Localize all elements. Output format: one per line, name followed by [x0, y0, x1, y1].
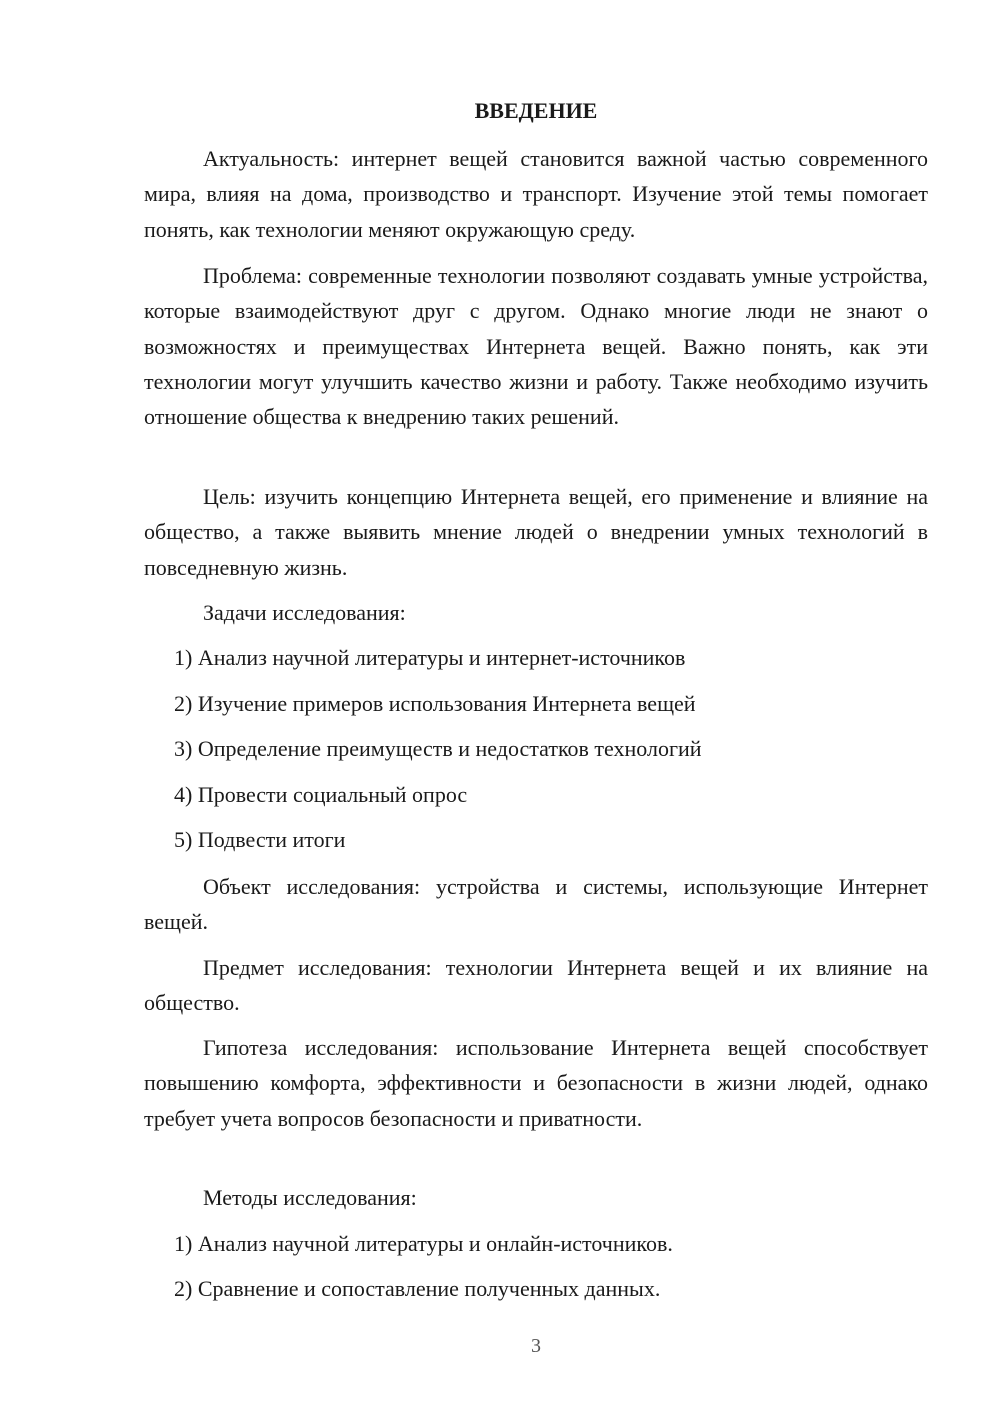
- method-item: 2) Сравнение и сопоставление полученных данных.: [174, 1276, 661, 1301]
- task-item: 4) Провести социальный опрос: [174, 782, 468, 807]
- task-item: 1) Анализ научной литературы и интернет-источников: [174, 645, 686, 670]
- methods-heading: Методы исследования:: [203, 1185, 417, 1210]
- task-item: 3) Определение преимуществ и недостатков технологий: [174, 736, 702, 761]
- tasks-heading: Задачи исследования:: [203, 600, 406, 625]
- page-number: 3: [531, 1335, 541, 1357]
- method-item: 1) Анализ научной литературы и онлайн-источников.: [174, 1231, 673, 1256]
- task-item: 5) Подвести итоги: [174, 827, 346, 852]
- problem-paragraph: Проблема: современные технологии позволяют создавать умные устройства, которые взаимодействуют друг с другом. Однако многие люди не знают о возможностях и преимуществах Интернета вещей. Важно понять, как эти технологии могут улучшить качество жизни и работу. Также необходимо изучить отношение общества к внедрению таких решений.: [144, 263, 928, 430]
- object-paragraph: Объект исследования: устройства и системы, использующие Интернет вещей.: [144, 874, 928, 935]
- document-page: [144, 0, 928, 1414]
- relevance-paragraph: Актуальность: интернет вещей становится важной частью современного мира, влияя на дома, производство и транспорт. Изучение этой темы помогает понять, как технологии меняют окружающую среду.: [144, 146, 928, 242]
- section-title: ВВЕДЕНИЕ: [474, 98, 598, 123]
- task-item: 2) Изучение примеров использования Интернета вещей: [174, 691, 696, 716]
- hypothesis-paragraph: Гипотеза исследования: использование Интернета вещей способствует повышению комфорта, эффективности и безопасности в жизни людей, однако требует учета вопросов безопасности и приватности.: [144, 1035, 928, 1131]
- goal-paragraph: Цель: изучить концепцию Интернета вещей, его применение и влияние на общество, а также выявить мнение людей о внедрении умных технологий в повседневную жизнь.: [144, 484, 928, 580]
- subject-paragraph: Предмет исследования: технологии Интернета вещей и их влияние на общество.: [144, 955, 928, 1016]
